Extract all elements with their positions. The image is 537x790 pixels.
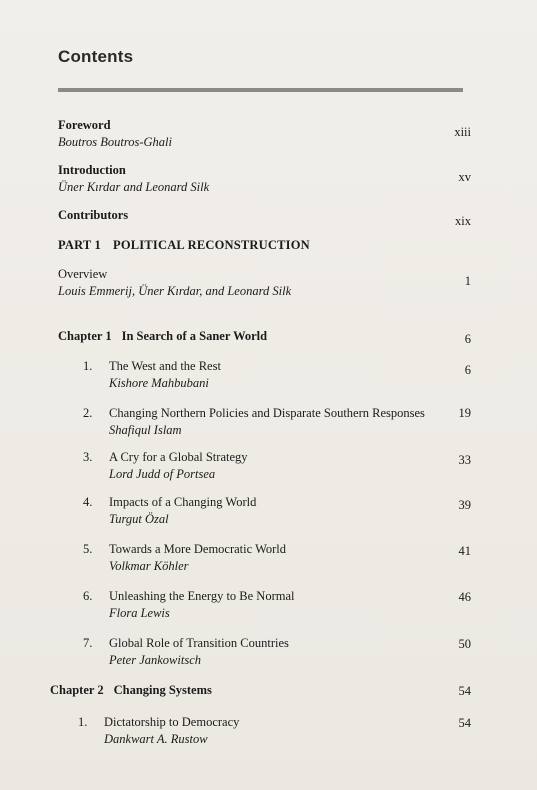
page-number: 33	[458, 453, 471, 467]
entry-title: Impacts of a Changing World	[109, 495, 257, 509]
chapter-label: Chapter 2	[50, 683, 104, 697]
page-number: xiii	[454, 125, 471, 139]
entry-author: Flora Lewis	[109, 606, 170, 620]
entry-number: 7.	[83, 636, 93, 650]
entry-number: 3.	[83, 450, 93, 464]
entry-number: 1.	[83, 359, 93, 373]
entry-author: Lord Judd of Portsea	[109, 467, 216, 481]
entry-number: 5.	[83, 542, 93, 556]
page-number: 54	[458, 684, 471, 698]
page-number: 1	[464, 274, 471, 288]
toc-entry[interactable]	[78, 714, 239, 748]
entry-title: Foreword	[58, 118, 111, 132]
entry-author: Boutros Boutros-Ghali	[58, 135, 173, 149]
page-number: 41	[458, 544, 471, 558]
entry-title: Global Role of Transition Countries	[109, 636, 289, 650]
entry-title: Contributors	[58, 208, 129, 222]
part-heading	[58, 238, 310, 253]
entry-author: Peter Jankowitsch	[109, 653, 201, 667]
part-title: POLITICAL RECONSTRUCTION	[113, 238, 310, 252]
toc-entry[interactable]	[83, 449, 248, 483]
chapter-title: Changing Systems	[113, 683, 212, 697]
entry-title: Dictatorship to Democracy	[104, 715, 240, 729]
page-title: Contents	[58, 47, 134, 66]
entry-number: 4.	[83, 495, 93, 509]
chapter-heading[interactable]	[50, 683, 212, 698]
entry-title: Changing Northern Policies and Disparate Southern Responses	[109, 406, 425, 420]
toc-entry-overview[interactable]	[58, 266, 291, 300]
chapter-label: Chapter 1	[58, 329, 112, 343]
entry-author: Volkmar Köhler	[109, 559, 189, 573]
page-number: 6	[464, 363, 471, 377]
toc-entry[interactable]	[83, 494, 256, 528]
toc-entry[interactable]	[83, 635, 289, 669]
page-number: 19	[458, 406, 471, 420]
page-number: 6	[464, 332, 471, 346]
toc-entry[interactable]	[83, 588, 295, 622]
toc-entry[interactable]	[83, 405, 425, 439]
heading-rule	[58, 88, 463, 92]
page-number: xix	[455, 214, 471, 228]
entry-title: Introduction	[58, 163, 126, 177]
page-number: 54	[458, 716, 471, 730]
page-number: xv	[458, 170, 471, 184]
part-label: PART 1	[58, 238, 102, 252]
chapter-heading[interactable]	[58, 329, 267, 344]
entry-author: Kishore Mahbubani	[109, 376, 209, 390]
entry-author: Turgut Özal	[109, 512, 169, 526]
entry-number: 1.	[78, 715, 88, 729]
entry-number: 2.	[83, 406, 93, 420]
entry-author: Üner Kırdar and Leonard Silk	[58, 180, 210, 194]
entry-title: Towards a More Democratic World	[109, 542, 286, 556]
toc-entry[interactable]	[83, 541, 286, 575]
toc-entry-contributors[interactable]	[58, 207, 128, 224]
toc-entry-foreword[interactable]	[58, 117, 172, 151]
entry-title: Overview	[58, 267, 108, 281]
entry-author: Shafiqul Islam	[109, 423, 182, 437]
chapter-title: In Search of a Saner World	[121, 329, 268, 343]
entry-author: Louis Emmerij, Üner Kırdar, and Leonard Silk	[58, 284, 292, 298]
page-number: 46	[458, 590, 471, 604]
entry-number: 6.	[83, 589, 93, 603]
toc-entry[interactable]	[83, 358, 221, 392]
entry-title: A Cry for a Global Strategy	[109, 450, 248, 464]
toc-entry-introduction[interactable]	[58, 162, 209, 196]
entry-title: The West and the Rest	[109, 359, 221, 373]
page-number: 50	[458, 637, 471, 651]
entry-title: Unleashing the Energy to Be Normal	[109, 589, 295, 603]
entry-author: Dankwart A. Rustow	[104, 732, 208, 746]
page-number: 39	[458, 498, 471, 512]
